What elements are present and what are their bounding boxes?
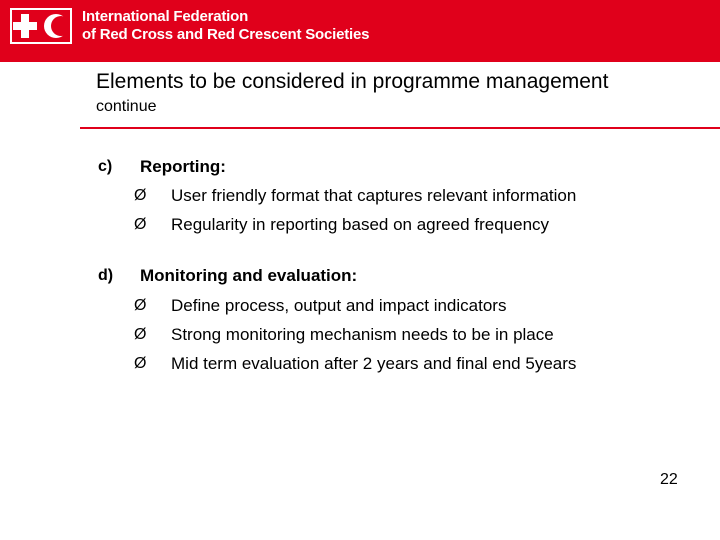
- slide-title: Elements to be considered in programme management: [96, 70, 609, 93]
- header-banner: [0, 0, 720, 62]
- bullet-text: Define process, output and impact indicators: [171, 296, 507, 315]
- org-name-line-2: of Red Cross and Red Crescent Societies: [82, 26, 370, 43]
- arrow-bullet-icon: Ø: [134, 355, 147, 372]
- org-name-line-1: International Federation: [82, 8, 249, 25]
- red-cross-crescent-logo-icon: [10, 8, 72, 44]
- arrow-bullet-icon: Ø: [134, 326, 147, 343]
- arrow-bullet-icon: Ø: [134, 297, 147, 314]
- slide-subtitle: continue: [96, 98, 157, 115]
- section-letter-d: d): [98, 267, 114, 284]
- arrow-bullet-icon: Ø: [134, 216, 147, 233]
- bullet-text: Strong monitoring mechanism needs to be in place: [171, 325, 554, 344]
- bullet-text: Mid term evaluation after 2 years and final end 5years: [171, 354, 577, 373]
- section-letter-c: c): [98, 158, 113, 175]
- title-divider: [80, 127, 720, 129]
- bullet-text: Regularity in reporting based on agreed frequency: [171, 215, 550, 234]
- page-number: 22: [660, 471, 678, 488]
- section-title-monitoring: Monitoring and evaluation:: [140, 266, 358, 285]
- arrow-bullet-icon: Ø: [134, 187, 147, 204]
- section-title-reporting: Reporting:: [140, 157, 226, 176]
- bullet-text: User friendly format that captures relevant information: [171, 186, 577, 205]
